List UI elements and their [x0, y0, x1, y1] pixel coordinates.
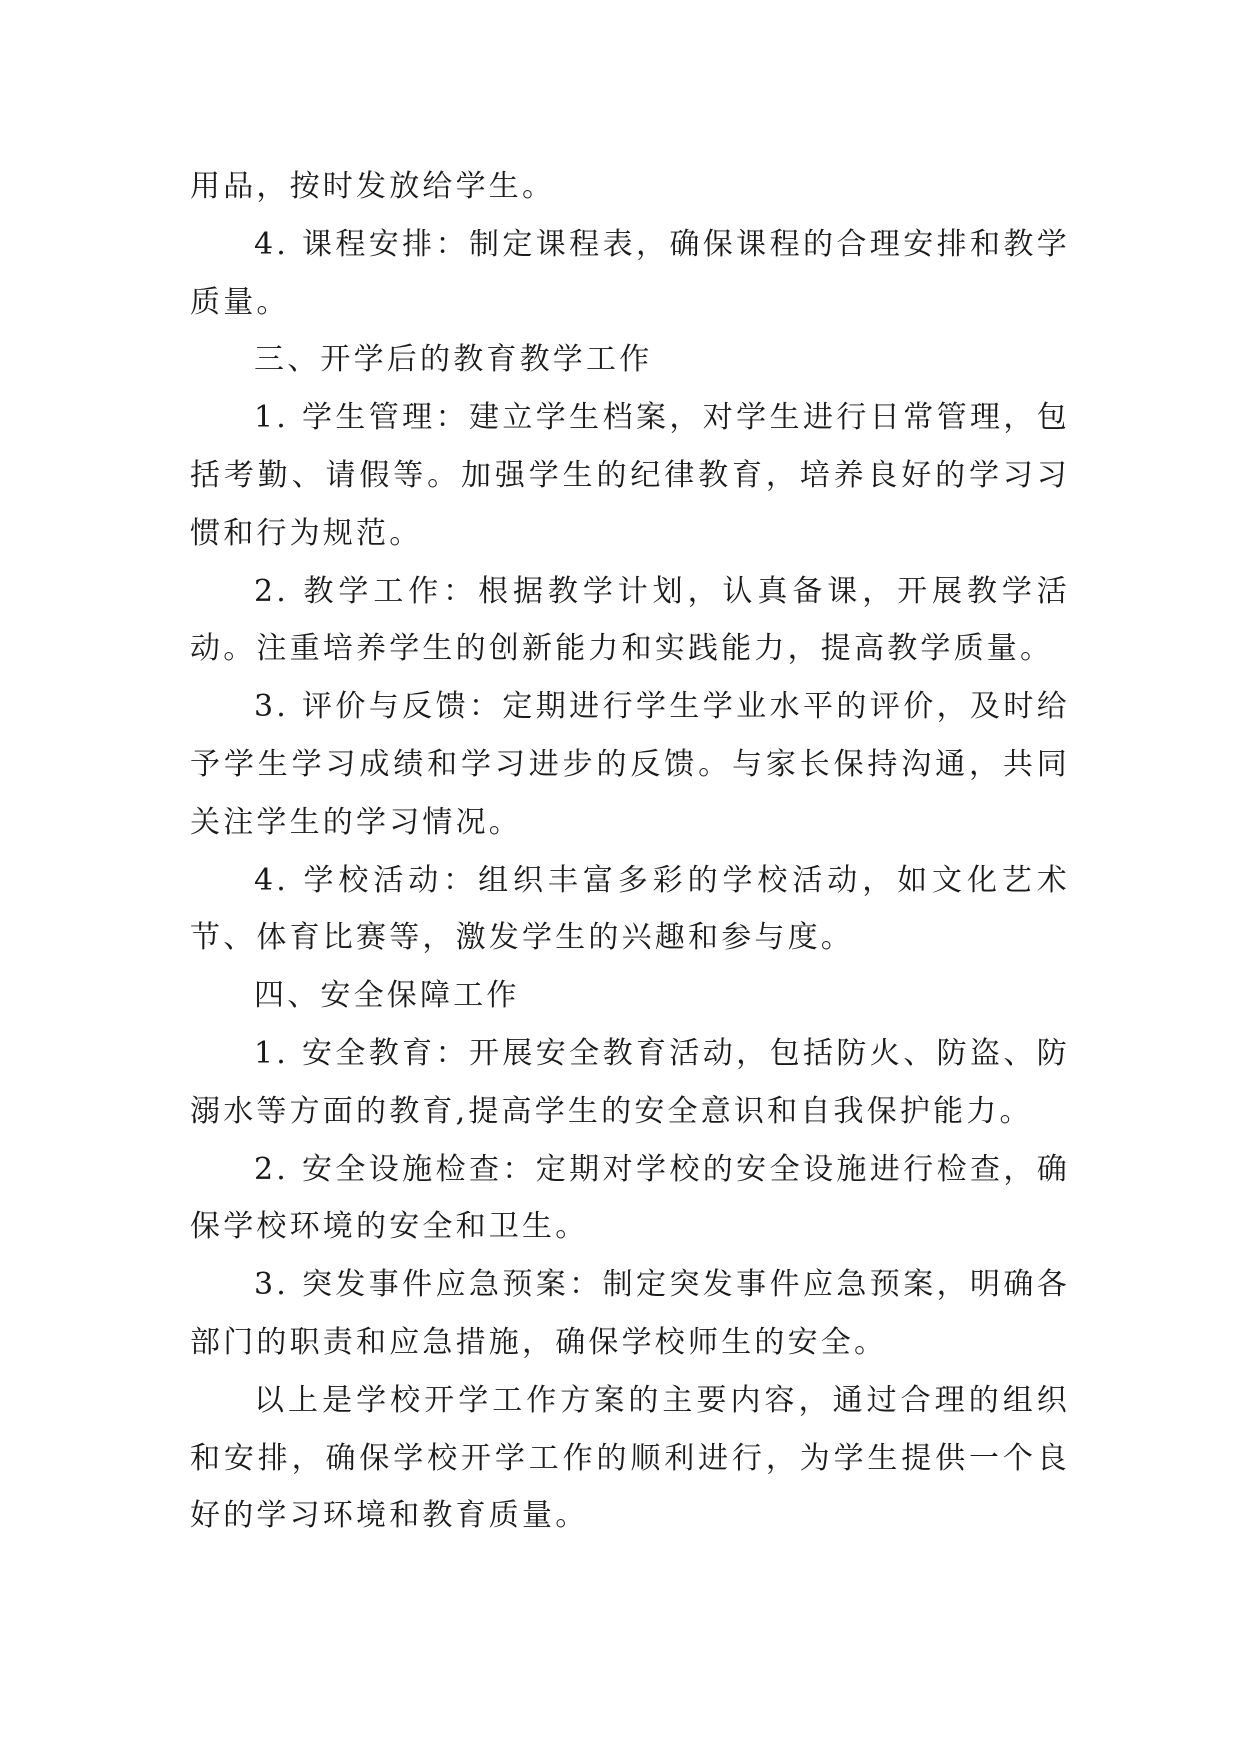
- document-body: [190, 158, 1070, 1545]
- paragraph-teaching-work: 2. 教学工作：根据教学计划，认真备课，开展教学活动。注重培养学生的创新能力和实践能力，提高教学质量。: [190, 573, 1070, 667]
- section-heading-teaching-after-opening: 三、开学后的教育教学工作: [254, 342, 653, 378]
- paragraph-conclusion: 以上是学校开学工作方案的主要内容，通过合理的组织和安排，确保学校开学工作的顺利进行，为学生提供一个良好的学习环境和教育质量。: [190, 1382, 1070, 1534]
- paragraph-student-management: 1. 学生管理：建立学生档案，对学生进行日常管理，包括考勤、请假等。加强学生的纪律教育，培养良好的学习习惯和行为规范。: [190, 400, 1070, 551]
- paragraph-continuation: 用品，按时发放给学生。: [190, 169, 556, 204]
- paragraph-course-schedule: 4. 课程安排：制定课程表，确保课程的合理安排和教学质量。: [190, 226, 1070, 320]
- paragraph-evaluation-feedback: 3. 评价与反馈：定期进行学生学业水平的评价，及时给予学生学习成绩和学习进步的反馈。与家长保持沟通，共同关注学生的学习情况。: [190, 689, 1070, 840]
- paragraph-school-activities: 4. 学校活动：组织丰富多彩的学校活动，如文化艺术节、体育比赛等，激发学生的兴趣和参与度。: [190, 862, 1070, 956]
- section-heading-safety: 四、安全保障工作: [254, 978, 520, 1014]
- paragraph-facility-inspection: 2. 安全设施检查：定期对学校的安全设施进行检查，确保学校环境的安全和卫生。: [190, 1151, 1070, 1245]
- paragraph-emergency-plan: 3. 突发事件应急预案：制定突发事件应急预案，明确各部门的职责和应急措施，确保学校师生的安全。: [190, 1267, 1070, 1360]
- paragraph-safety-education: 1. 安全教育：开展安全教育活动，包括防火、防盗、防溺水等方面的教育,提高学生的安全意识和自我保护能力。: [190, 1035, 1070, 1129]
